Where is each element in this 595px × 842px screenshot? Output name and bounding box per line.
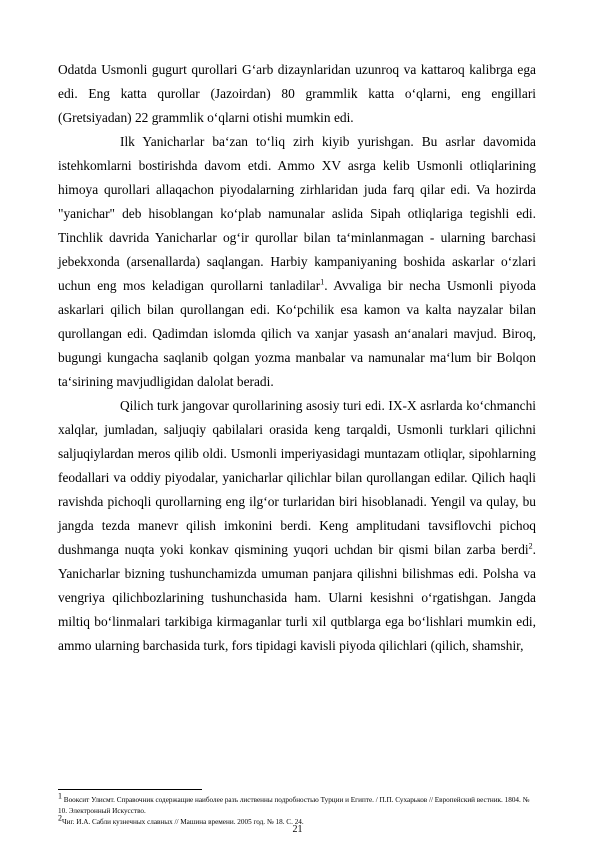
paragraph-1-text: Odatda Usmonli gugurt qurollari G‘arb dizaynlaridan uzunroq va kattaroq kalibrga ega edi. Eng katta qurollar (Jazoirdan) 80 grammlik katta o‘qlarni, eng engillari (Gretsiyadan) 22 grammlik o‘qlarni otishi mumkin edi. bbox=[58, 62, 536, 125]
footnote-1 bbox=[58, 791, 536, 817]
paragraph-3-text: Qilich turk jangovar qurollarining asosiy turi edi. IX-X asrlarda ko‘chmanchi xalqlar, jumladan, saljuqiy qabilalari orasida keng tarqaldi, Usmonli turklari qilichni saljuqiylardan meros qilib oldi. Usmonli imperiyasidagi muntazam otliqlar, sipohlarning feodallari va oddiy piyodalar, yanicharlar qilichlar bilan qurollangan edilar. Qilich haqli ravishda pichoqli qurollarning eng ilg‘or turlaridan biri hisoblanadi. Yengil va qulay, bu jangda tezda manevr qilish imkonini berdi. Keng amplitudani tavsiflovchi pichoq dushmanga nuqta yoki konkav qismining yuqori uchdan bir qismi bilan zarba berdi bbox=[58, 398, 536, 557]
footnote-ref-1[interactable]: 1 bbox=[320, 277, 325, 287]
footnote-divider bbox=[58, 789, 202, 790]
footnote-2-number: 2 bbox=[58, 813, 62, 823]
paragraph-2-continuation: . Avvaliga bir necha Usmonli piyoda askarlari qilich bilan qurollangan edi. Ko‘pchilik esa kamon va kalta nayzalar bilan qurollangan edi. Qadimdan islomda qilich va xanjar yasash an‘analari mavjud. Biroq, bugungi kungacha saqlanib qolgan yozma manbalar va namunalar ma‘lum bir Bolqon ta‘sirining mavjudligidan dalolat beradi. bbox=[58, 278, 536, 389]
paragraph-3-continuation: . Yanicharlar bizning tushunchamizda umuman panjara qilishni bilishmas edi. Polsha va vengriya qilichbozlarining tushunchasida ham. Ularni kesishni o‘rgatishgan. Jangda miltiq bo‘linmalari tarkibiga kirmaganlar turli xil qutblarga ega bo‘lishlari mumkin edi, ammo ularning barchasida turk, fors tipidagi kavisli piyoda qilichlari (qilich, shamshir, bbox=[58, 542, 536, 653]
paragraph-3 bbox=[58, 394, 536, 658]
footnote-1-text: Вооксит Улисмт. Справочник содержащие наиболее разъ лиственны подробностью Турции и Египте. / П.П. Сухарьков // Европейский вестник. 1804. № 10. Электронный Искусство. bbox=[58, 796, 530, 815]
footnote-ref-2[interactable]: 2 bbox=[528, 541, 533, 551]
footnote-1-number: 1 bbox=[58, 791, 62, 801]
paragraph-2 bbox=[58, 130, 536, 394]
footnote-2-text: Чиг. И.А. Сабли кузнечных славных // Машина времени. 2005 год. № 18. С. 24. bbox=[62, 818, 304, 826]
page-number: 21 bbox=[292, 824, 303, 835]
paragraph-1 bbox=[58, 58, 536, 130]
body-text bbox=[58, 58, 536, 658]
paragraph-2-text: Ilk Yanicharlar ba‘zan to‘liq zirh kiyib yurishgan. Bu asrlar davomida istehkomlarni bostirishda davom etdi. Ammo XV asrga kelib Usmonli otliqlarining himoya qurollari allaqachon piyodalarning zirhlaridan juda farq qilar edi. Va hozirda "yanichar" deb hisoblangan ko‘plab namunalar aslida Sipah otliqlariga tegishli edi. Tinchlik davrida Yanicharlar og‘ir qurollar bilan ta‘minlanmagan - ularning barchasi jebekxonda (arsenallarda) saqlangan. Harbiy kampaniyaning boshida askarlar o‘zlari uchun eng mos keladigan qurollarni tanladilar bbox=[58, 134, 536, 293]
